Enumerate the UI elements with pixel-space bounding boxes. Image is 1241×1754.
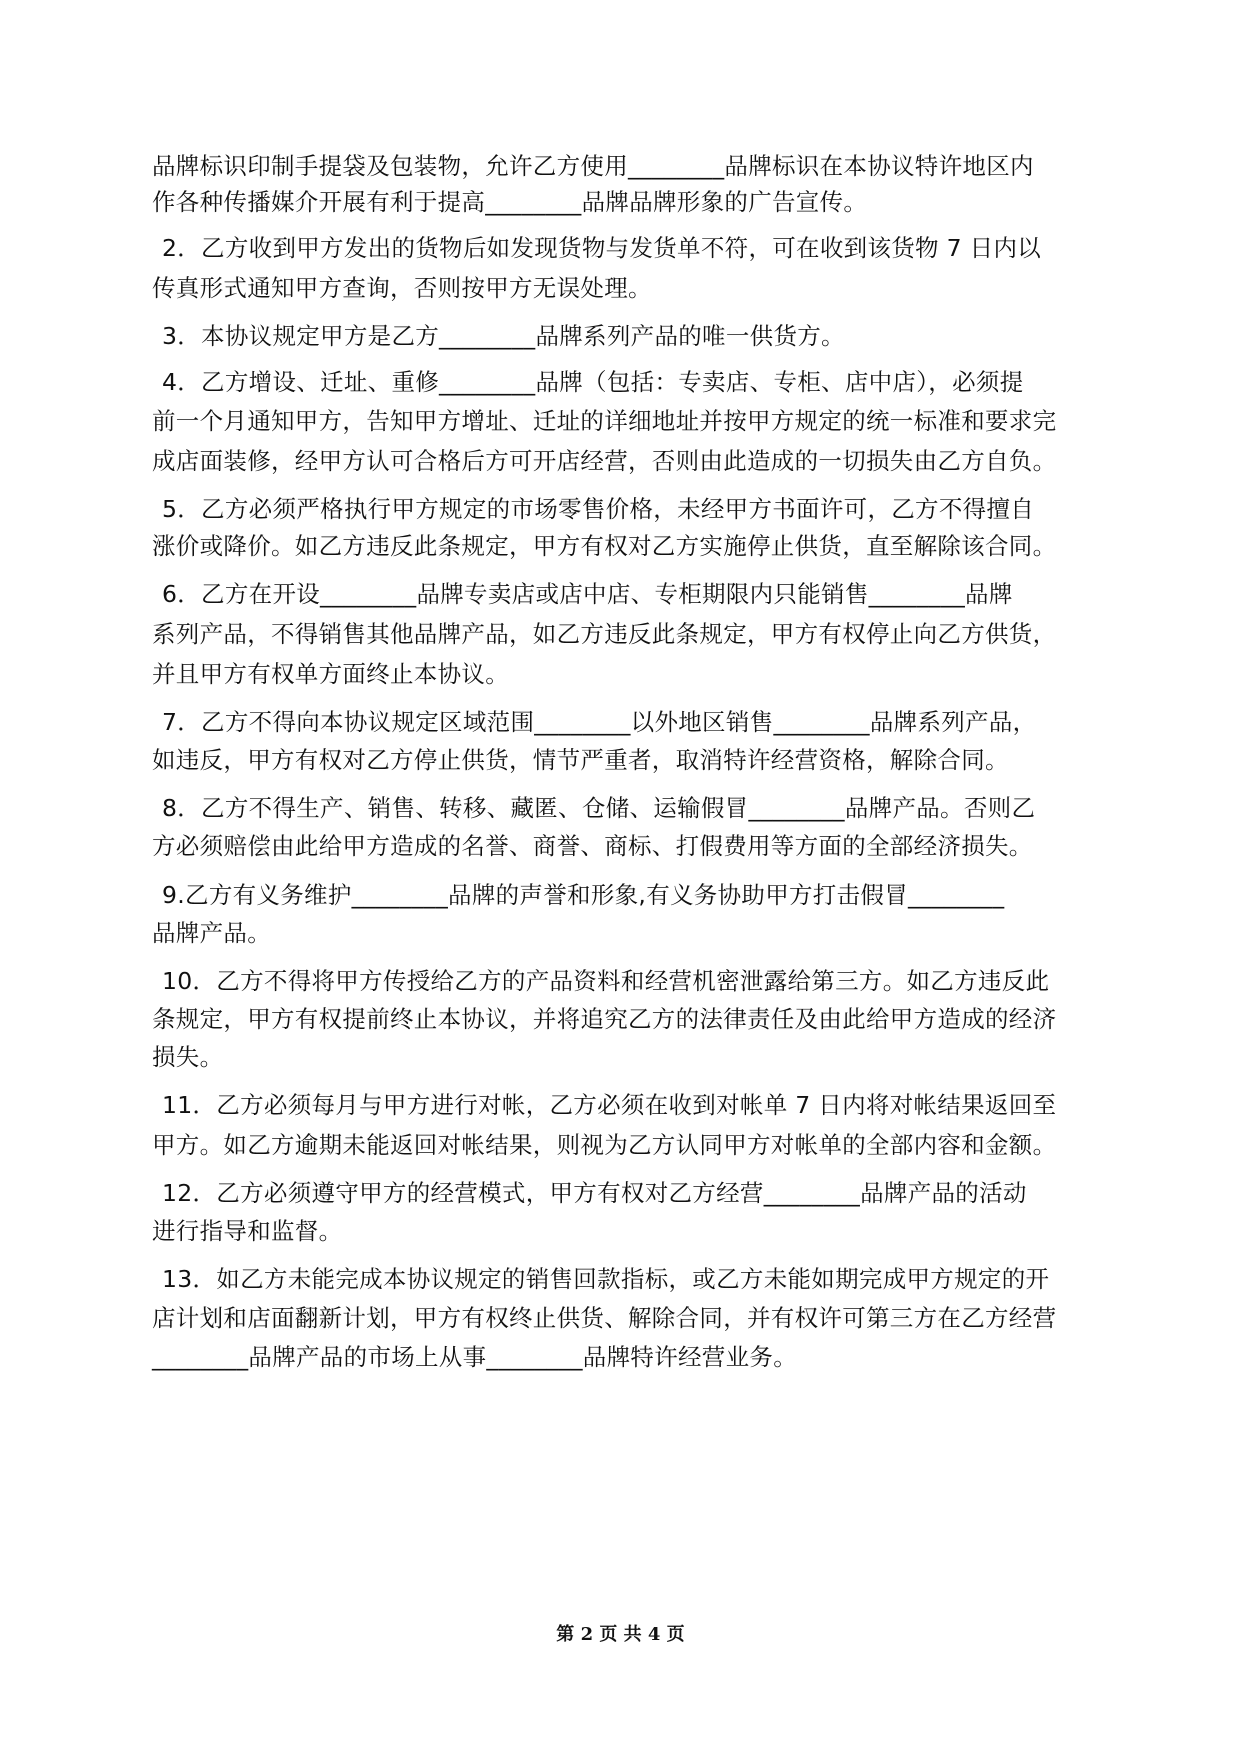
text-line: 9.乙方有义务维护________品牌的声誉和形象,有义务协助甲方打击假冒________ — [162, 881, 1005, 909]
text-line: 7．乙方不得向本协议规定区域范围________以外地区销售________品牌系列产品， — [162, 708, 1037, 736]
text-line: 并且甲方有权单方面终止本协议。 — [152, 660, 509, 688]
text-line: 前一个月通知甲方，告知甲方增址、迁址的详细地址并按甲方规定的统一标准和要求完 — [152, 407, 1057, 435]
text-line: 4．乙方增设、迁址、重修________品牌（包括：专卖店、专柜、店中店），必须提 — [162, 368, 1024, 396]
text-line: 进行指导和监督。 — [152, 1217, 343, 1245]
text-line: 传真形式通知甲方查询，否则按甲方无误处理。 — [152, 274, 652, 302]
text-line: 品牌产品。 — [152, 919, 271, 947]
page-footer: 第 2 页 共 4 页 — [556, 1624, 685, 1645]
text-line: 8．乙方不得生产、销售、转移、藏匿、仓储、运输假冒________品牌产品。否则乙 — [162, 794, 1036, 822]
text-line: 11．乙方必须每月与甲方进行对帐，乙方必须在收到对帐单 7 日内将对帐结果返回至 — [162, 1091, 1057, 1119]
text-line: 10．乙方不得将甲方传授给乙方的产品资料和经营机密泄露给第三方。如乙方违反此 — [162, 967, 1050, 995]
text-line: ________品牌产品的市场上从事________品牌特许经营业务。 — [152, 1343, 797, 1371]
text-line: 甲方。如乙方逾期未能返回对帐结果，则视为乙方认同甲方对帐单的全部内容和金额。 — [152, 1131, 1057, 1159]
text-line: 6．乙方在开设________品牌专卖店或店中店、专柜期限内只能销售________品牌 — [162, 580, 1013, 608]
text-line: 系列产品，不得销售其他品牌产品，如乙方违反此条规定，甲方有权停止向乙方供货， — [152, 620, 1057, 648]
text-line: 条规定，甲方有权提前终止本协议，并将追究乙方的法律责任及由此给甲方造成的经济 — [152, 1005, 1057, 1033]
text-line: 如违反，甲方有权对乙方停止供货，情节严重者，取消特许经营资格，解除合同。 — [152, 746, 1009, 774]
text-line: 成店面装修，经甲方认可合格后方可开店经营，否则由此造成的一切损失由乙方自负。 — [152, 447, 1057, 475]
text-line: 涨价或降价。如乙方违反此条规定，甲方有权对乙方实施停止供货，直至解除该合同。 — [152, 532, 1057, 560]
text-line: 2．乙方收到甲方发出的货物后如发现货物与发货单不符，可在收到该货物 7 日内以 — [162, 234, 1042, 262]
text-line: 3．本协议规定甲方是乙方________品牌系列产品的唯一供货方。 — [162, 322, 845, 350]
text-line: 店计划和店面翻新计划，甲方有权终止供货、解除合同，并有权许可第三方在乙方经营 — [152, 1304, 1057, 1332]
text-line: 损失。 — [152, 1043, 224, 1071]
text-line: 5．乙方必须严格执行甲方规定的市场零售价格，未经甲方书面许可，乙方不得擅自 — [162, 495, 1035, 523]
text-line: 品牌标识印制手提袋及包装物，允许乙方使用________品牌标识在本协议特许地区内 — [152, 152, 1034, 180]
text-line: 12．乙方必须遵守甲方的经营模式，甲方有权对乙方经营________品牌产品的活动 — [162, 1179, 1027, 1207]
text-line: 作各种传播媒介开展有利于提高________品牌品牌形象的广告宣传。 — [152, 188, 868, 216]
text-line: 13．如乙方未能完成本协议规定的销售回款指标，或乙方未能如期完成甲方规定的开 — [162, 1265, 1050, 1293]
text-line: 方必须赔偿由此给甲方造成的名誉、商誉、商标、打假费用等方面的全部经济损失。 — [152, 832, 1033, 860]
